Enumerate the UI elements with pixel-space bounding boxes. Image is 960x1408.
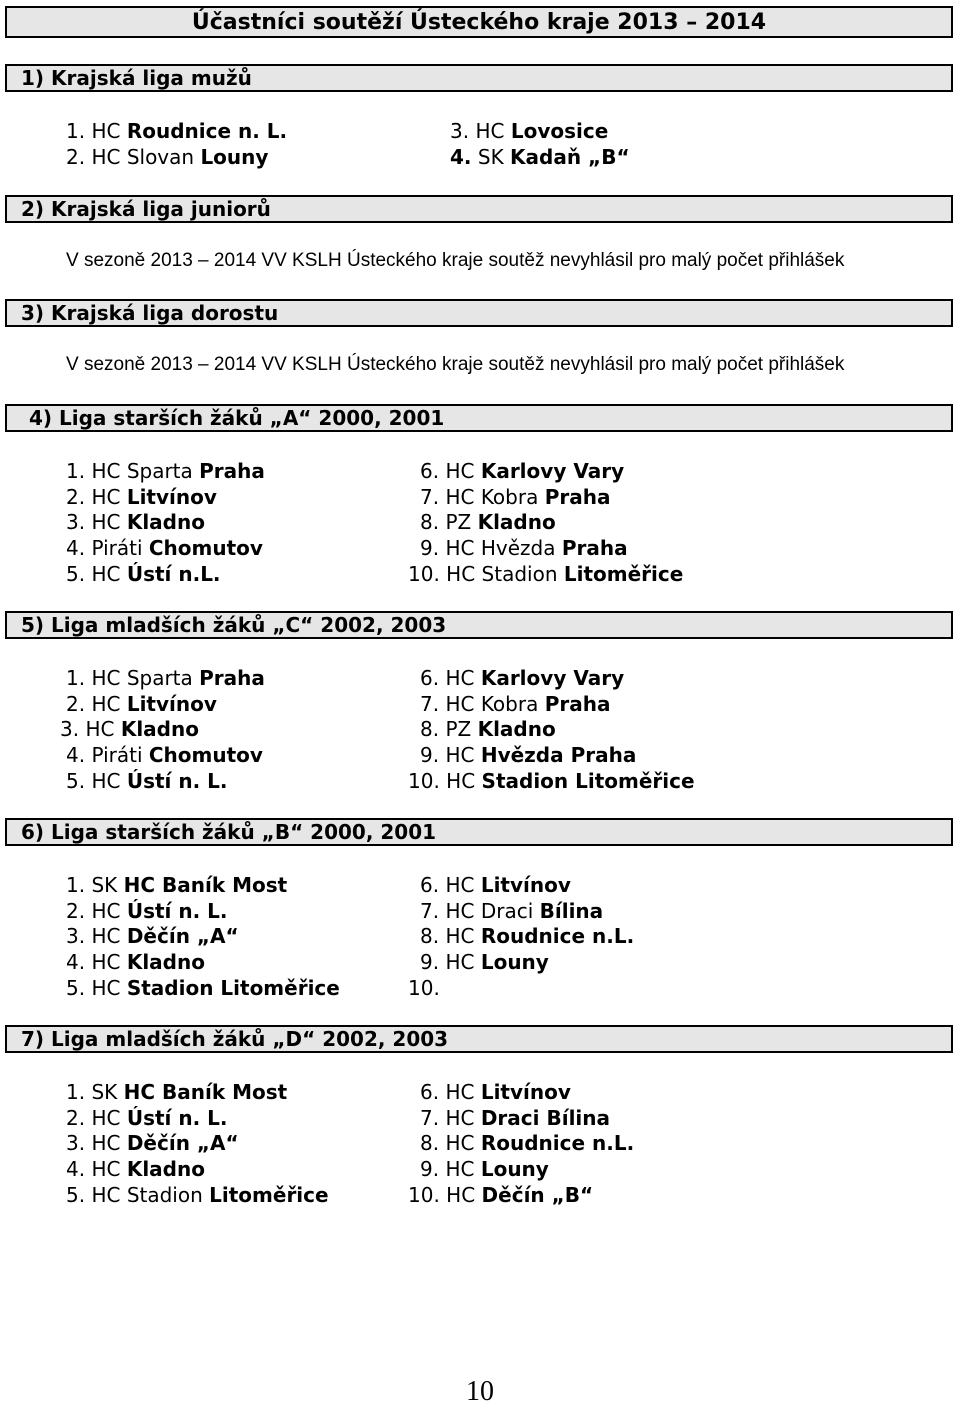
team-entry: 1. HC Sparta Praha bbox=[66, 459, 265, 483]
section-heading: 4) Liga starších žáků „A“ 2000, 2001 bbox=[5, 404, 953, 432]
team-entry: 3. HC Kladno bbox=[66, 510, 205, 534]
team-entry: 3. HC Lovosice bbox=[450, 119, 609, 143]
team-entry: 4. SK Kadaň „B“ bbox=[450, 145, 630, 169]
team-entry: 8. PZ Kladno bbox=[420, 510, 556, 534]
team-entry: 2. HC Slovan Louny bbox=[66, 145, 269, 169]
section-heading: 1) Krajská liga mužů bbox=[5, 64, 953, 92]
section-heading: 6) Liga starších žáků „B“ 2000, 2001 bbox=[5, 818, 953, 846]
team-entry: 5. HC Ústí n.L. bbox=[66, 562, 221, 586]
team-entry: 2. HC Ústí n. L. bbox=[66, 899, 228, 923]
team-entry: 5. HC Stadion Litoměřice bbox=[66, 976, 340, 1000]
team-entry: 4. Piráti Chomutov bbox=[66, 536, 263, 560]
team-entry: 10. bbox=[408, 976, 440, 1000]
team-entry: 7. HC Draci Bílina bbox=[420, 1106, 611, 1130]
team-entry: 3. HC Děčín „A“ bbox=[66, 924, 239, 948]
section-note: V sezoně 2013 – 2014 VV KSLH Ústeckého kraje soutěž nevyhlásil pro malý počet přihlášek bbox=[66, 354, 845, 375]
team-entry: 6. HC Litvínov bbox=[420, 873, 571, 897]
team-entry: 2. HC Litvínov bbox=[66, 692, 217, 716]
team-entry: 9. HC Louny bbox=[420, 1157, 549, 1181]
team-entry: 1. HC Roudnice n. L. bbox=[66, 119, 288, 143]
team-entry: 4. Piráti Chomutov bbox=[66, 743, 263, 767]
team-entry: 10. HC Děčín „B“ bbox=[408, 1183, 594, 1207]
team-entry: 5. HC Stadion Litoměřice bbox=[66, 1183, 329, 1207]
team-entry: 5. HC Ústí n. L. bbox=[66, 769, 228, 793]
team-entry: 4. HC Kladno bbox=[66, 1157, 205, 1181]
section-heading: 7) Liga mladších žáků „D“ 2002, 2003 bbox=[5, 1025, 953, 1053]
section-note: V sezoně 2013 – 2014 VV KSLH Ústeckého kraje soutěž nevyhlásil pro malý počet přihlášek bbox=[66, 250, 845, 271]
document-title: Účastníci soutěží Ústeckého kraje 2013 – 2014 bbox=[5, 6, 953, 38]
team-entry: 10. HC Stadion Litoměřice bbox=[408, 769, 695, 793]
team-entry: 9. HC Louny bbox=[420, 950, 549, 974]
team-entry: 6. HC Karlovy Vary bbox=[420, 459, 625, 483]
section-heading: 5) Liga mladších žáků „C“ 2002, 2003 bbox=[5, 611, 953, 639]
team-entry: 1. HC Sparta Praha bbox=[66, 666, 265, 690]
team-entry: 8. HC Roudnice n.L. bbox=[420, 924, 635, 948]
team-entry: 1. SK HC Baník Most bbox=[66, 873, 288, 897]
team-entry: 9. HC Hvězda Praha bbox=[420, 743, 637, 767]
team-entry: 6. HC Karlovy Vary bbox=[420, 666, 625, 690]
section-heading: 2) Krajská liga juniorů bbox=[5, 195, 953, 223]
team-entry: 1. SK HC Baník Most bbox=[66, 1080, 288, 1104]
team-entry: 9. HC Hvězda Praha bbox=[420, 536, 628, 560]
team-entry: 7. HC Kobra Praha bbox=[420, 485, 611, 509]
team-entry: 2. HC Ústí n. L. bbox=[66, 1106, 228, 1130]
team-entry: 7. HC Draci Bílina bbox=[420, 899, 604, 923]
team-entry: 2. HC Litvínov bbox=[66, 485, 217, 509]
team-entry: 10. HC Stadion Litoměřice bbox=[408, 562, 684, 586]
team-entry: 6. HC Litvínov bbox=[420, 1080, 571, 1104]
team-entry: 7. HC Kobra Praha bbox=[420, 692, 611, 716]
team-entry: 8. HC Roudnice n.L. bbox=[420, 1131, 635, 1155]
team-entry: 3. HC Kladno bbox=[60, 717, 199, 741]
team-entry: 3. HC Děčín „A“ bbox=[66, 1131, 239, 1155]
team-entry: 4. HC Kladno bbox=[66, 950, 205, 974]
team-entry: 8. PZ Kladno bbox=[420, 717, 556, 741]
page-number: 10 bbox=[466, 1376, 494, 1407]
section-heading: 3) Krajská liga dorostu bbox=[5, 299, 953, 327]
